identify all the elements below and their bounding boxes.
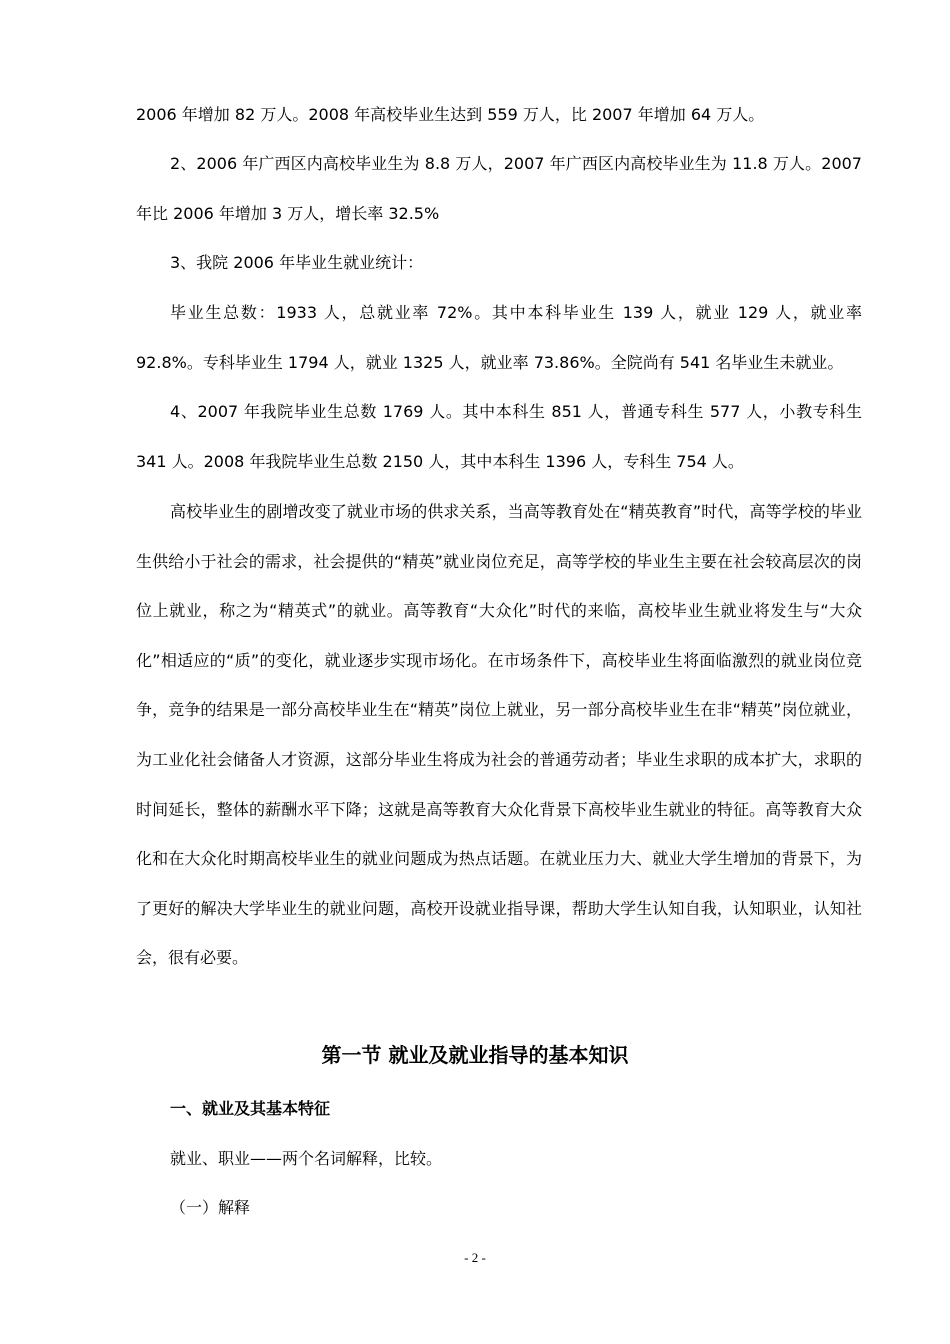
subheading-employment-features: 一、就业及其基本特征 (170, 1099, 331, 1118)
paragraph-2006-stats-heading: 3、我院 2006 年毕业生就业统计： (170, 253, 424, 272)
paragraph-guangxi-graduates: 2、2006 年广西区内高校毕业生为 8.8 万人，2007 年广西区内高校毕业生为 11.8 万人。2007年比 2006 年增加 3 万人，增长率 32.5% (136, 154, 862, 223)
paragraph-enrollment-growth: 2006 年增加 82 万人。2008 年高校毕业生达到 559 万人，比 2007 年增加 64 万人。 (136, 105, 765, 124)
paragraph-employment-market-analysis: 高校毕业生的剧增改变了就业市场的供求关系，当高等教育处在“精英教育”时代，高等学校的毕业生供给小于社会的需求，社会提供的“精英”就业岗位充足，高等学校的毕业生主要在社会较高层次的岗位上就业，称之为“精英式”的就业。高等教育“大众化”时代的来临，高校毕业生就业将发生与“大众化”相适应的“质”的变化，就业逐步实现市场化。在市场条件下，高校毕业生将面临激烈的就业岗位竞争，竞争的结果是一部分高校毕业生在“精英”岗位上就业，另一部分高校毕业生在非“精英”岗位就业，为工业化社会储备人才资源，这部分毕业生将成为社会的普通劳动者；毕业生求职的成本扩大，求职的时间延长，整体的薪酬水平下降；这就是高等教育大众化背景下高校毕业生就业的特征。高等教育大众化和在大众化时期高校毕业生的就业问题成为热点话题。在就业压力大、就业大学生增加的背景下，为了更好的解决大学毕业生的就业问题，高校开设就业指导课，帮助大学生认知自我，认知职业，认知社会，很有必要。 (136, 502, 862, 968)
paragraph-2006-stats-detail: 毕业生总数：1933 人，总就业率 72%。其中本科毕业生 139 人，就业 129 人，就业率 92.8%。专科毕业生 1794 人，就业 1325 人，就业率 73.86%。全院尚有 541 名毕业生未就业。 (136, 303, 862, 372)
paragraph-2007-2008-totals: 4、2007 年我院毕业生总数 1769 人。其中本科生 851 人，普通专科生 577 人，小教专科生341 人。2008 年我院毕业生总数 2150 人，其中本科生 1396 人，专科生 754 人。 (136, 402, 862, 471)
line-term-comparison: 就业、职业——两个名词解释，比较。 (170, 1149, 443, 1168)
page-number: - 2 - (464, 1250, 486, 1265)
line-explanation-heading: （一）解释 (170, 1198, 251, 1217)
section-title: 第一节 就业及就业指导的基本知识 (321, 1043, 629, 1067)
